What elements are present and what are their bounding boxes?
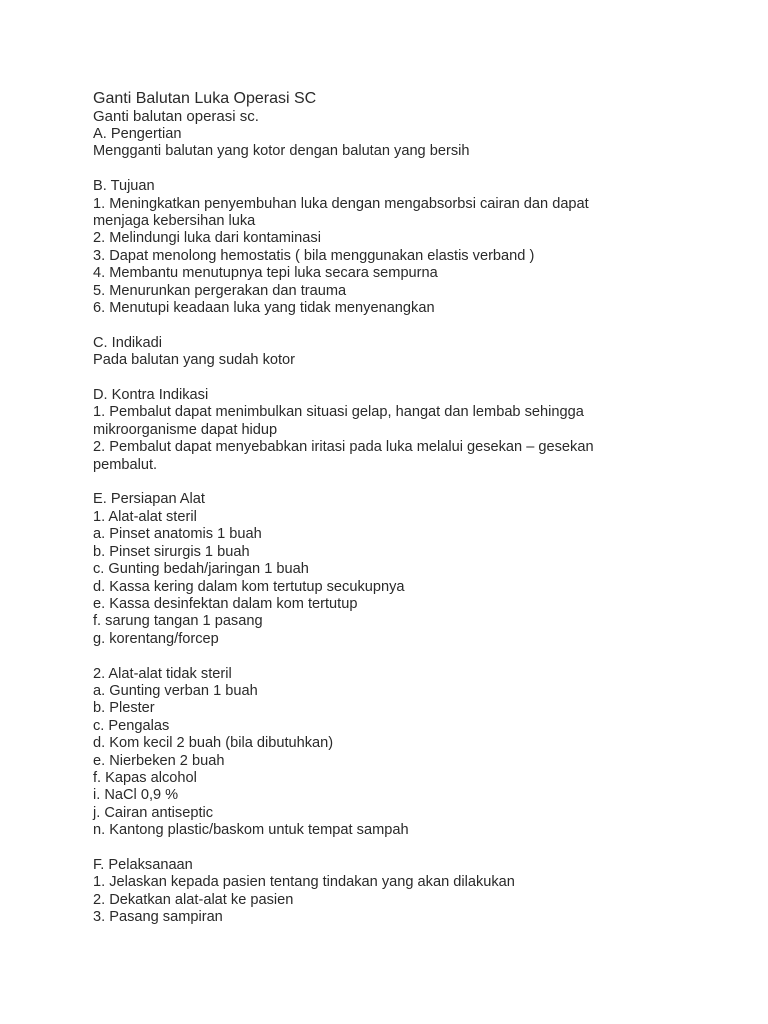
section-pelaksanaan [93, 857, 753, 927]
list-item: b. Plester [93, 700, 155, 717]
section-alat-tidak-steril [93, 666, 753, 840]
list-item: j. Cairan antiseptic [93, 804, 214, 821]
list-item: 6. Menutupi keadaan luka yang tidak menyenangkan [93, 300, 435, 317]
list-item: f. Kapas alcohol [93, 769, 197, 786]
list-item: d. Kom kecil 2 buah (bila dibutuhkan) [93, 735, 334, 752]
spacer [93, 648, 753, 665]
section-pengertian [93, 126, 753, 161]
section-heading: C. Indikadi [93, 334, 162, 351]
list-item: pembalut. [93, 456, 158, 473]
list-item: e. Kassa desinfektan dalam kom tertutup [93, 595, 358, 612]
list-item: a. Pinset anatomis 1 buah [93, 526, 262, 543]
list-item: 1. Alat-alat steril [93, 508, 197, 525]
section-heading: 2. Alat-alat tidak steril [93, 665, 232, 682]
text-line: Pada balutan yang sudah kotor [93, 352, 296, 369]
list-item: 1. Jelaskan kepada pasien tentang tindakan yang akan dilakukan [93, 874, 515, 891]
list-item: i. NaCl 0,9 % [93, 787, 179, 804]
list-item: 2. Pembalut dapat menyebabkan iritasi pada luka melalui gesekan – gesekan [93, 439, 594, 456]
list-item: 3. Dapat menolong hemostatis ( bila menggunakan elastis verband ) [93, 247, 535, 264]
section-persiapan-alat [93, 491, 753, 648]
section-heading: E. Persiapan Alat [93, 491, 205, 508]
spacer [93, 317, 753, 334]
spacer [93, 474, 753, 491]
list-item: 4. Membantu menutupnya tepi luka secara sempurna [93, 265, 438, 282]
list-item: 5. Menurunkan pergerakan dan trauma [93, 282, 347, 299]
document-subtitle: Ganti balutan operasi sc. [93, 108, 259, 125]
list-item: n. Kantong plastic/baskom untuk tempat sampah [93, 822, 409, 839]
list-item: b. Pinset sirurgis 1 buah [93, 543, 250, 560]
list-item: g. korentang/forcep [93, 630, 219, 647]
list-item: 3. Pasang sampiran [93, 909, 223, 926]
list-item: 1. Meningkatkan penyembuhan luka dengan mengabsorbsi cairan dan dapat [93, 195, 589, 212]
list-item: e. Nierbeken 2 buah [93, 752, 225, 769]
spacer [93, 370, 753, 387]
section-heading: B. Tujuan [93, 178, 155, 195]
section-kontra-indikasi [93, 387, 753, 474]
section-tujuan [93, 178, 753, 317]
document-title: Ganti Balutan Luka Operasi SC [93, 90, 317, 107]
list-item: menjaga kebersihan luka [93, 213, 256, 230]
section-heading: D. Kontra Indikasi [93, 387, 209, 404]
spacer [93, 840, 753, 857]
list-item: 2. Melindungi luka dari kontaminasi [93, 230, 321, 247]
section-heading: A. Pengertian [93, 126, 182, 142]
section-heading: F. Pelaksanaan [93, 856, 193, 873]
list-item: 2. Dekatkan alat-alat ke pasien [93, 891, 294, 908]
list-item: 1. Pembalut dapat menimbulkan situasi gelap, hangat dan lembab sehingga [93, 404, 584, 421]
list-item: f. sarung tangan 1 pasang [93, 613, 263, 630]
section-indikasi [93, 335, 753, 370]
list-item: c. Pengalas [93, 717, 170, 734]
list-item: d. Kassa kering dalam kom tertutup secukupnya [93, 578, 405, 595]
list-item: mikroorganisme dapat hidup [93, 421, 278, 438]
list-item: a. Gunting verban 1 buah [93, 682, 258, 699]
list-item: c. Gunting bedah/jaringan 1 buah [93, 561, 309, 578]
text-line: Mengganti balutan yang kotor dengan balutan yang bersih [93, 143, 470, 160]
spacer [93, 161, 753, 178]
document-page [93, 89, 753, 927]
